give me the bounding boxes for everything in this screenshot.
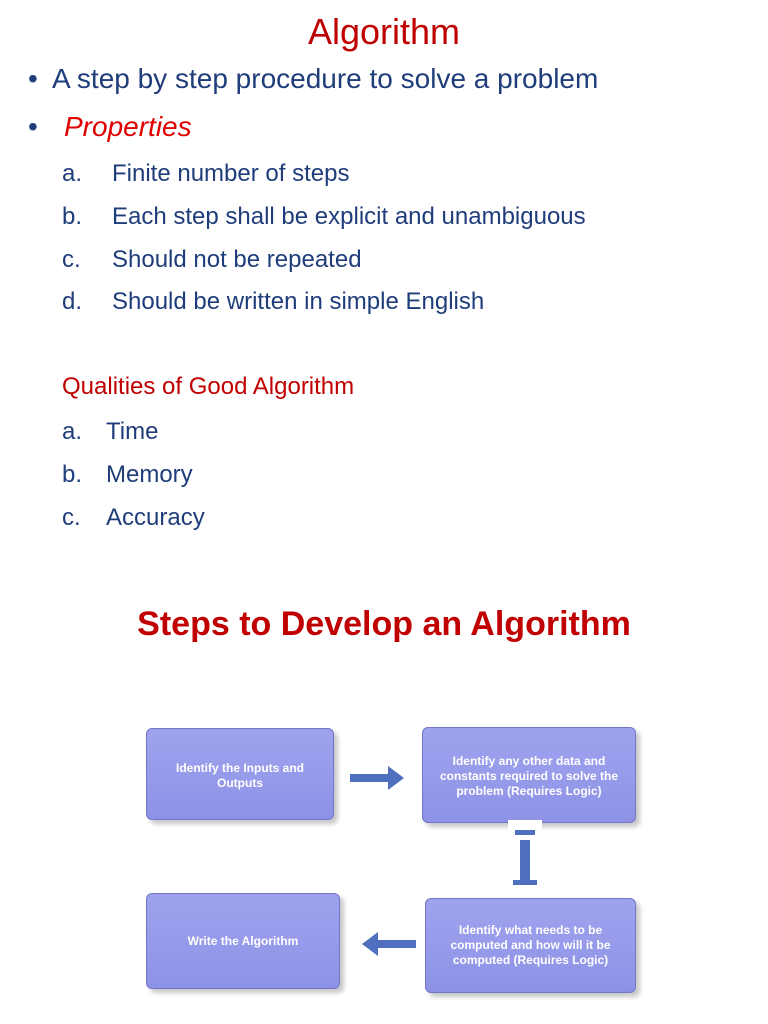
property-item <box>62 287 484 317</box>
quality-item <box>62 417 158 447</box>
list-text: Accuracy <box>106 504 205 531</box>
step-box-compute <box>425 898 636 993</box>
list-text: Should not be repeated <box>112 246 362 273</box>
step-box-other-data <box>422 727 636 823</box>
arrow-down-icon <box>500 818 550 890</box>
bullet-dot: • <box>28 63 38 94</box>
step-box-text: Identify any other data and constants required to solve the problem (Requires Logic) <box>439 754 619 798</box>
step-box-inputs-outputs <box>146 728 334 820</box>
list-text: Finite number of steps <box>112 160 350 187</box>
step-box-text: Identify what needs to be computed and how will it be computed (Requires Logic) <box>450 923 611 967</box>
list-text: Memory <box>106 461 193 488</box>
list-text: Should be written in simple English <box>112 288 485 315</box>
property-item <box>62 159 349 189</box>
list-marker: c. <box>62 246 81 273</box>
property-item <box>62 245 362 275</box>
list-marker: c. <box>62 504 81 531</box>
quality-item <box>62 460 193 490</box>
property-item <box>62 202 586 232</box>
step-box-write-algorithm <box>146 893 340 989</box>
qualities-title: Qualities of Good Algorithm <box>62 373 355 400</box>
page-title: Algorithm <box>307 11 461 52</box>
list-text: Time <box>106 418 159 445</box>
properties-heading <box>28 110 192 144</box>
quality-item <box>62 503 205 533</box>
list-marker: d. <box>62 288 83 315</box>
arrow-left-icon <box>358 929 418 959</box>
step-box-text: Identify the Inputs and Outputs <box>176 761 304 790</box>
properties-label: Properties <box>64 111 192 142</box>
list-marker: b. <box>62 461 83 488</box>
list-marker: a. <box>62 160 83 187</box>
list-marker: b. <box>62 203 83 230</box>
definition-text: A step by step procedure to solve a problem <box>52 63 599 94</box>
arrow-right-icon <box>348 763 408 793</box>
step-box-text: Write the Algorithm <box>187 933 299 948</box>
definition-bullet <box>28 62 598 96</box>
bullet-dot: • <box>28 111 38 142</box>
steps-title: Steps to Develop an Algorithm <box>137 605 631 643</box>
list-marker: a. <box>62 418 83 445</box>
list-text: Each step shall be explicit and unambiguous <box>112 203 586 230</box>
